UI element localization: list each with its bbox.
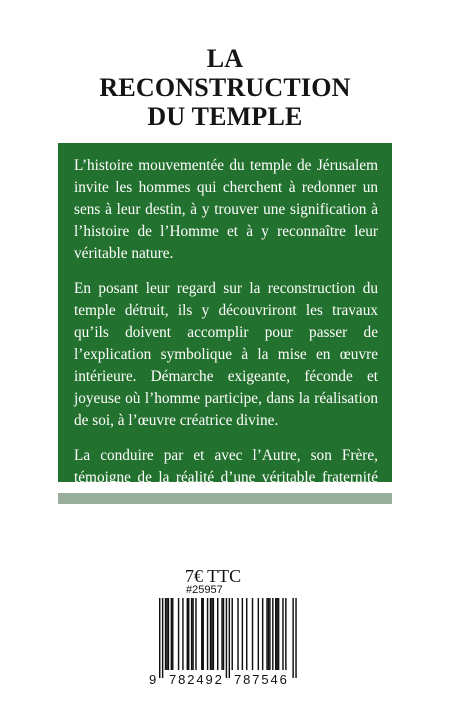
barcode-bar [201,598,202,670]
barcode-bar [221,598,222,670]
barcode-bar [229,598,230,678]
book-title [0,44,450,131]
barcode-bar [237,598,238,670]
barcode-bar [166,598,167,670]
barcode-bar [282,598,283,670]
barcode-digits-right: 787546 [234,672,289,687]
barcode-bars [147,598,301,678]
summary-paragraph-3: La conduire par et avec l’Autre, son Frère, témoigne de la réalité d’une véritable fraternité [74,447,378,486]
summary-paragraph-1: L’histoire mouvementée du temple de Jérusalem invite les hommes qui cherchent à redonner un sens à leur destin, à y trouver une signification à l’histoire de l’Homme et à y reconnaître leur véritable nature. [74,157,378,262]
barcode-bar [213,598,214,670]
barcode-digits [147,672,301,688]
barcode-bar [223,598,224,670]
barcode-digit-first: 9 [149,672,159,687]
barcode-bar [252,598,253,670]
barcode-bar [285,598,286,670]
barcode-bar [168,598,169,670]
barcode-bar [192,598,193,670]
barcode-bar [159,598,160,678]
barcode-bar [207,598,208,670]
barcode-bar [262,598,263,670]
barcode-bar [276,598,277,670]
reference-number: #25957 [186,584,223,596]
barcode-bar [172,598,173,670]
isbn-barcode [147,598,301,690]
barcode-bar [278,598,279,670]
barcode-bar [217,598,218,670]
barcode-bar [165,598,166,670]
barcode-bar [272,598,273,670]
barcode-bar [232,598,233,670]
barcode-bar [269,598,270,670]
barcode-bar [162,598,163,678]
title-line-1: LA [206,44,244,73]
barcode-bar [188,598,189,670]
title-line-2: RECONSTRUCTION [99,73,351,102]
barcode-bar [203,598,204,670]
summary-box [58,143,392,486]
barcode-bar [266,598,267,670]
barcode-bar [292,598,293,678]
barcode-bar [187,598,188,670]
barcode-bar [195,598,196,670]
barcode-bar [295,598,296,678]
barcode-bar [191,598,192,670]
barcode-bar [226,598,227,678]
decorative-bar [58,493,392,504]
barcode-bar [275,598,276,670]
barcode-bar [210,598,211,670]
title-line-3: DU TEMPLE [147,102,303,131]
summary-paragraph-2: En posant leur regard sur la reconstruction du temple détruit, ils y découvriront les travaux qu’ils doivent accomplir pour passer de l’explication symbolique à la mise en œuvre intérieure. Démarche exigeante, féconde et joyeuse où l’homme participe, dans la réalisation de soi, à l’œuvre créatrice divine. [74,280,378,429]
barcode-bar [178,598,179,670]
barcode-bar [182,598,183,670]
barcode-bar [211,598,212,670]
barcode-bar [246,598,247,670]
barcode-bar [242,598,243,670]
barcode-bar [171,598,172,670]
barcode-bar [258,598,259,670]
price-label: 7€ TTC [185,566,242,586]
barcode-digits-left: 782492 [169,672,224,687]
barcode-bar [268,598,269,670]
